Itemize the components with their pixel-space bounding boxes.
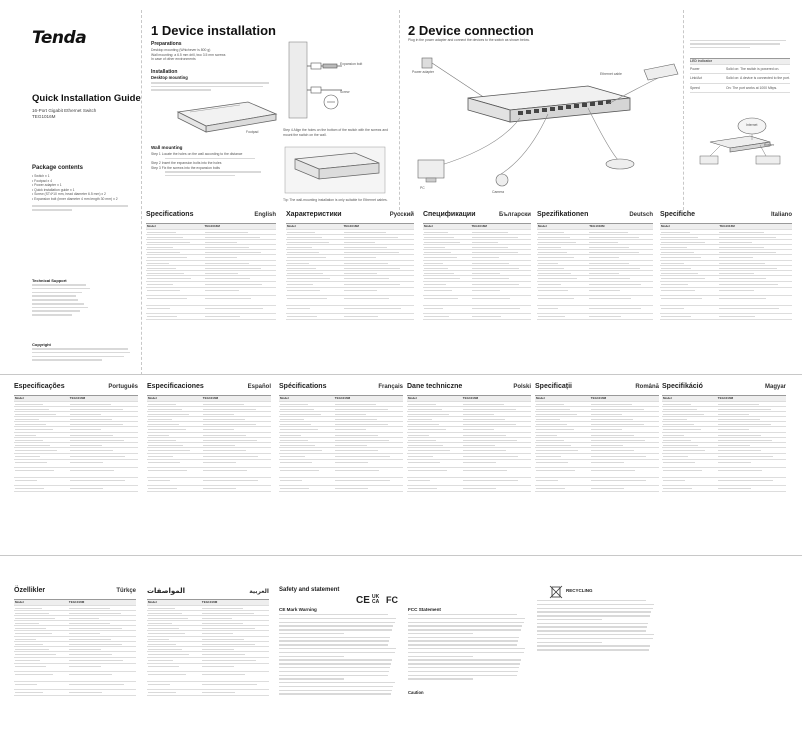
copyright-title: Copyright xyxy=(32,342,51,347)
spec-row xyxy=(14,478,138,486)
spec-cell: TEG1016M xyxy=(202,396,219,400)
power-adapter-label: Power adapter xyxy=(412,70,435,74)
panel-divider xyxy=(141,10,142,375)
ethernet-cable-label: Ethernet cable xyxy=(600,72,622,76)
spec-cell: TEG1016M xyxy=(343,224,359,228)
spec-row xyxy=(286,314,414,320)
spec-row xyxy=(279,460,403,468)
wall-mounting-title: Wall mounting xyxy=(151,145,183,150)
spec-table xyxy=(14,395,138,492)
package-note xyxy=(32,205,128,207)
spec-row xyxy=(662,478,786,486)
desktop-mounting-text xyxy=(151,82,271,91)
spec-table xyxy=(407,395,531,492)
desktop-mounting-title: Desktop mounting xyxy=(151,75,188,80)
spec-cell: Model xyxy=(538,224,547,228)
spec-cell: TEG1016M xyxy=(589,224,605,228)
spec-row xyxy=(147,486,271,492)
weee-text xyxy=(537,600,655,653)
spec-cell: Model xyxy=(536,396,545,400)
spec-row xyxy=(147,468,271,478)
led-table: LED indicator Power Solid on: The switch is powered on. Link/Act Solid on: A device is connected to the port. Speed On: The port works at 1000 Mbps. xyxy=(690,58,790,93)
package-item: • Footpad x 4 xyxy=(32,178,53,183)
spec-row xyxy=(14,690,136,696)
fcc-statement-text xyxy=(408,614,526,682)
spec-language: Български xyxy=(498,212,531,218)
spec-row xyxy=(146,296,276,306)
spec-table xyxy=(660,223,792,320)
spec-table xyxy=(14,599,136,696)
internet-label: Internet xyxy=(746,123,758,127)
spec-row xyxy=(423,288,531,296)
spec-language: Português xyxy=(108,384,138,390)
spec-table xyxy=(279,395,403,492)
spec-cell: Model xyxy=(148,600,157,604)
network-diagram xyxy=(408,48,680,198)
spec-title: المواصفات xyxy=(147,588,185,595)
spec-row xyxy=(286,296,414,306)
package-item: • Switch x 1 xyxy=(32,174,50,178)
fcc-mark: FC xyxy=(386,595,398,605)
spec-cell: Model xyxy=(287,224,296,228)
installation-tip: Tip: The wall-mounting installation is only suitable for Ethernet cables. xyxy=(283,198,388,202)
spec-row xyxy=(147,460,271,468)
spec-language: Español xyxy=(247,384,271,390)
spec-row xyxy=(423,306,531,314)
wall-mounting-steps: Step 1 Locate the holes on the wall according to the distance Step 2 Insert the expansion bolts into the holes Step 3 Fix the screws into the expansion bolts xyxy=(151,152,271,178)
spec-row xyxy=(537,288,653,296)
footpad-label: Footpad xyxy=(246,130,259,134)
expansion-bolt-label: Expansion bolt xyxy=(340,62,363,66)
spec-row xyxy=(147,478,271,486)
spec-row xyxy=(279,478,403,486)
router-label: Router xyxy=(764,143,775,147)
spec-language: العربية xyxy=(249,589,269,595)
pc-label: PC xyxy=(420,186,425,190)
package-note xyxy=(32,209,72,211)
ce-warning-text xyxy=(279,614,397,697)
package-item: • Expansion bolt (inner diameter 4 mm length 30 mm) x 2 xyxy=(32,196,118,201)
spec-row xyxy=(535,486,659,492)
spec-row xyxy=(286,306,414,314)
fold-line-bottom xyxy=(0,555,802,556)
spec-cell: Model xyxy=(661,224,670,228)
spec-title: Specifikáció xyxy=(662,383,703,390)
internet-router-diagram xyxy=(690,110,795,170)
spec-cell: Model xyxy=(280,396,289,400)
spec-row xyxy=(14,486,138,492)
installation-title: Installation xyxy=(151,69,178,75)
spec-row xyxy=(662,460,786,468)
spec-cell: Model xyxy=(424,224,433,228)
spec-cell: Model xyxy=(663,396,672,400)
wall-mounted-switch-illustration xyxy=(283,145,388,195)
wall-mounting-illustration xyxy=(287,40,377,120)
spec-title: Specifications xyxy=(146,211,194,218)
spec-table xyxy=(286,223,414,320)
spec-row xyxy=(14,468,138,478)
spec-language: Română xyxy=(635,384,659,390)
spec-cell: Model xyxy=(15,600,24,604)
spec-table xyxy=(423,223,531,320)
package-item: • Quick installation guide x 1 xyxy=(32,187,75,192)
spec-table xyxy=(537,223,653,320)
spec-row xyxy=(279,486,403,492)
spec-language: Türkçe xyxy=(116,588,136,594)
spec-cell: Model xyxy=(147,224,156,228)
spec-table xyxy=(147,395,271,492)
spec-row xyxy=(146,314,276,320)
spec-cell: Model xyxy=(148,396,157,400)
spec-row xyxy=(535,460,659,468)
guide-title: Quick Installation Guide xyxy=(32,93,141,104)
spec-row xyxy=(537,296,653,306)
spec-title: Spécifications xyxy=(279,383,327,390)
spec-title: Especificações xyxy=(14,383,65,390)
spec-title: Specificații xyxy=(535,383,572,390)
desktop-mounting-illustration xyxy=(170,100,280,140)
spec-cell: Model xyxy=(15,396,24,400)
screw-label: Screw xyxy=(340,90,350,94)
caution-title: Caution xyxy=(408,690,424,695)
spec-row xyxy=(660,306,792,314)
spec-cell: TEG1016M xyxy=(471,224,487,228)
fcc-statement-title: FCC Statement xyxy=(408,607,441,612)
package-item: • Power adapter x 1 xyxy=(32,183,62,188)
spec-row xyxy=(146,288,276,296)
spec-title: Özellikler xyxy=(14,587,46,594)
spec-cell: TEG1016M xyxy=(201,600,218,604)
spec-title: Спецификации xyxy=(423,211,476,218)
spec-title: Spezifikationen xyxy=(537,211,589,218)
spec-cell: TEG1016M xyxy=(69,396,86,400)
spec-row xyxy=(423,296,531,306)
spec-cell: TEG1016M xyxy=(462,396,479,400)
spec-row xyxy=(147,664,269,672)
brand-logo: Tenda xyxy=(32,28,87,48)
package-contents-list xyxy=(32,174,132,202)
spec-cell: TEG1016M xyxy=(334,396,351,400)
safety-title: Safety and statement xyxy=(279,587,340,593)
fold-line-top xyxy=(0,374,802,375)
spec-row xyxy=(407,478,531,486)
spec-cell: TEG1016M xyxy=(719,224,735,228)
spec-row xyxy=(146,306,276,314)
spec-title: Especificaciones xyxy=(147,383,204,390)
spec-row xyxy=(537,314,653,320)
device-connection-title: 2 Device connection xyxy=(408,23,534,38)
package-contents-title: Package contents xyxy=(32,165,84,171)
spec-row xyxy=(660,314,792,320)
connection-note xyxy=(690,40,790,48)
connection-intro: Plug in the power adapter and connect the devices to the switch as shown below. xyxy=(408,38,530,42)
spec-title: Dane techniczne xyxy=(407,383,463,390)
camera-label: Camera xyxy=(492,190,505,194)
spec-table xyxy=(662,395,786,492)
spec-row xyxy=(660,288,792,296)
spec-row xyxy=(537,306,653,314)
spec-title: Specifiche xyxy=(660,211,696,218)
spec-language: Русский xyxy=(389,212,414,218)
spec-row xyxy=(535,478,659,486)
ce-warning-title: CE Mark Warning xyxy=(279,607,317,612)
spec-cell: TEG1016M xyxy=(68,600,85,604)
spec-row xyxy=(662,468,786,478)
spec-row xyxy=(14,682,136,690)
spec-row xyxy=(147,690,269,696)
spec-language: Français xyxy=(378,384,403,390)
spec-row xyxy=(407,460,531,468)
spec-row xyxy=(14,460,138,468)
spec-cell: TEG1016M xyxy=(204,224,220,228)
ce-mark: CE xyxy=(356,595,370,606)
spec-row xyxy=(535,468,659,478)
spec-cell: Model xyxy=(408,396,417,400)
spec-row xyxy=(286,288,414,296)
copyright-block xyxy=(32,348,132,361)
spec-cell: TEG1016M xyxy=(590,396,607,400)
panel-divider xyxy=(683,10,684,215)
spec-row xyxy=(660,296,792,306)
spec-row xyxy=(279,468,403,478)
spec-language: English xyxy=(254,212,276,218)
spec-language: Deutsch xyxy=(629,212,653,218)
step4-text: Step 4 Align the holes on the bottom of the switch with the screws and mount the switch on the wall. xyxy=(283,128,388,137)
spec-table xyxy=(147,599,269,696)
spec-row xyxy=(407,468,531,478)
spec-language: Magyar xyxy=(764,384,786,390)
ukca-mark: UK CA xyxy=(372,594,380,605)
technical-support-title: Technical Support xyxy=(32,278,67,283)
spec-table xyxy=(146,223,276,320)
spec-title: Характеристики xyxy=(286,211,342,218)
technical-support-block xyxy=(32,284,92,318)
product-name: 16-Port Gigabit Ethernet Switch xyxy=(32,108,97,113)
spec-row xyxy=(147,682,269,690)
spec-row xyxy=(14,664,136,672)
preparations-title: Preparations xyxy=(151,41,182,47)
package-item: • Screw (ST4*10 mm, head diameter 6.5 mm) x 2 xyxy=(32,192,106,197)
spec-row xyxy=(407,486,531,492)
spec-row xyxy=(423,314,531,320)
preparations-list: Desktop mounting (Whichever is 800 g) Wall mounting: a 6.5 mm drill, two 3.5 mm screws In case of other environments xyxy=(151,48,226,62)
spec-language: Italiano xyxy=(770,212,792,218)
spec-row xyxy=(147,672,269,682)
spec-language: Polski xyxy=(513,384,531,390)
weee-label: RECYCLING xyxy=(566,588,593,593)
model-number: TEG1016M xyxy=(32,114,56,119)
panel-divider xyxy=(399,10,400,215)
weee-recycle-icon xyxy=(548,584,564,600)
spec-table xyxy=(535,395,659,492)
spec-cell: TEG1016M xyxy=(717,396,734,400)
spec-row xyxy=(662,486,786,492)
spec-row xyxy=(14,672,136,682)
device-installation-title: 1 Device installation xyxy=(151,23,276,38)
